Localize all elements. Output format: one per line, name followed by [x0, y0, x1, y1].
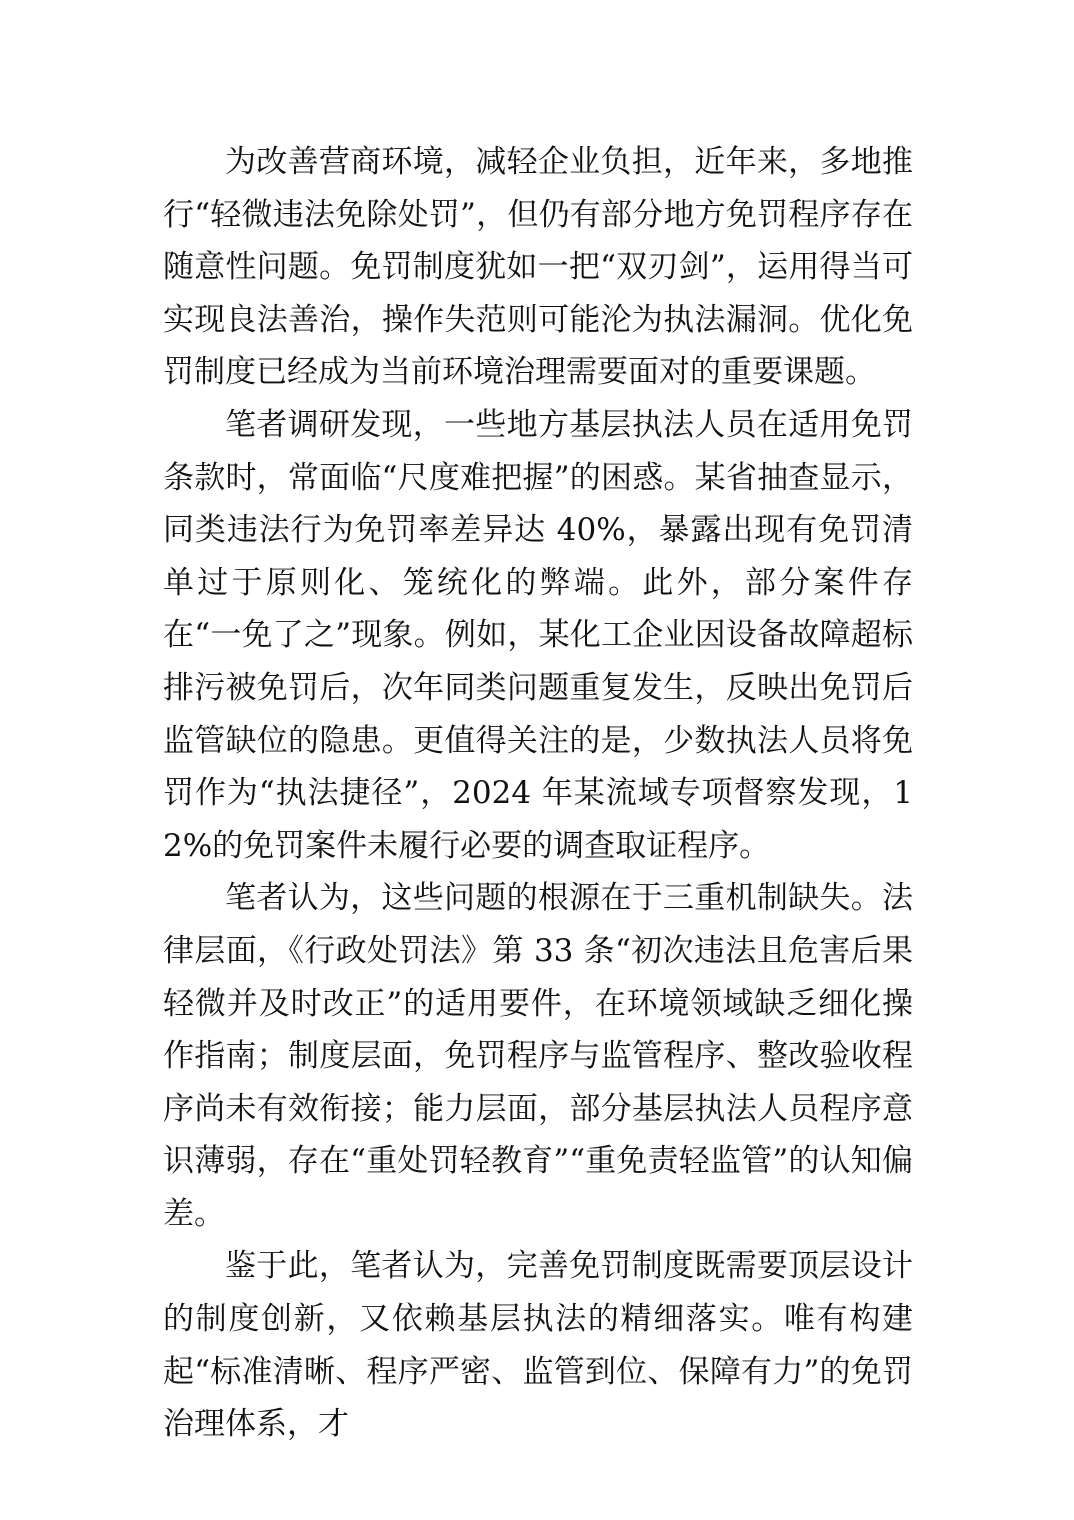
paragraph-4: 鉴于此，笔者认为，完善免罚制度既需要顶层设计的制度创新，又依赖基层执法的精细落实。唯有构建起“标准清晰、程序严密、监管到位、保障有力”的免罚治理体系，才 — [163, 1248, 913, 1443]
article-body — [163, 136, 913, 1451]
paragraph-3: 笔者认为，这些问题的根源在于三重机制缺失。法律层面，《行政处罚法》第 33 条“初次违法且危害后果轻微并及时改正”的适用要件，在环境领域缺乏细化操作指南；制度层面，免罚程序与监管程序、整改验收程序尚未有效衔接；能力层面，部分基层执法人员程序意识薄弱，存在“重处罚轻教育”“重免责轻监管”的认知偏差。 — [163, 880, 913, 1232]
paragraph-1: 为改善营商环境，减轻企业负担，近年来，多地推行“轻微违法免除处罚”，但仍有部分地方免罚程序存在随意性问题。免罚制度犹如一把“双刃剑”，运用得当可实现良法善治，操作失范则可能沦为执法漏洞。优化免罚制度已经成为当前环境治理需要面对的重要课题。 — [163, 144, 913, 391]
paragraph-2: 笔者调研发现，一些地方基层执法人员在适用免罚条款时，常面临“尺度难把握”的困惑。某省抽查显示，同类违法行为免罚率差异达 40%，暴露出现有免罚清单过于原则化、笼统化的弊端。此外，部分案件存在“一免了之”现象。例如，某化工企业因设备故障超标排污被免罚后，次年同类问题重复发生，反映出免罚后监管缺位的隐患。更值得关注的是，少数执法人员将免罚作为“执法捷径”，2024 年某流域专项督察发现，12%的免罚案件未履行必要的调查取证程序。 — [163, 406, 913, 864]
